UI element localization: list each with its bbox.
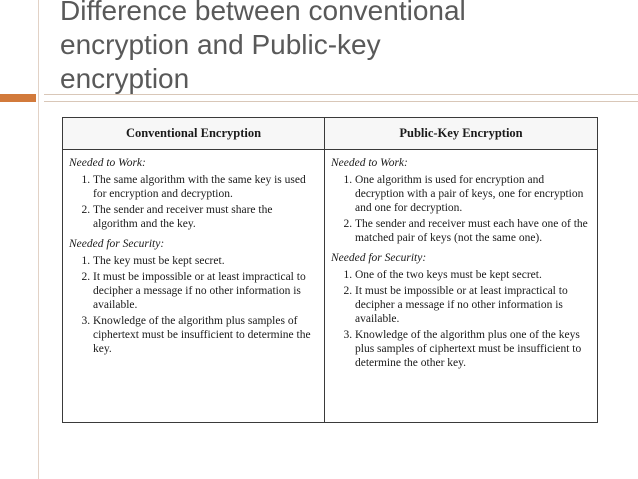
list-item: 2. The sender and receiver must share the algorithm and the key. [93,203,318,231]
public-key-security-list [325,268,597,370]
slide-title-line-1: Difference between conventional [60,0,466,26]
list-item: 1. One of the two keys must be kept secret. [355,268,591,282]
conventional-work-list [63,173,324,231]
title-accent-bar [0,94,36,102]
public-key-work-label: Needed to Work: [331,157,408,169]
slide-title-line-2: encryption and Public-key [60,29,381,60]
list-item: 2. It must be impossible or at least impractical to decipher a message if no other information is available. [93,270,318,312]
conventional-security-label: Needed for Security: [69,238,165,250]
public-key-security-label: Needed for Security: [331,252,427,264]
list-item: 1. One algorithm is used for encryption and decryption with a pair of keys, one for encryption and one for decryption. [355,173,591,215]
public-key-work-list [325,173,597,245]
list-item: 3. Knowledge of the algorithm plus samples of ciphertext must be insufficient to determine the key. [93,314,318,356]
conventional-heading: Conventional Encryption [63,118,324,150]
decorative-vertical-line [38,0,39,479]
list-item: 3. Knowledge of the algorithm plus one of the keys plus samples of ciphertext must be insufficient to determine the other key. [355,328,591,370]
public-key-column [325,118,597,422]
title-underline-rule [44,94,638,102]
public-key-heading: Public-Key Encryption [325,118,597,150]
list-item: 1. The same algorithm with the same key is used for encryption and decryption. [93,173,318,201]
conventional-column [63,118,325,422]
conventional-security-list [63,254,324,356]
list-item: 1. The key must be kept secret. [93,254,318,268]
slide-title [60,0,620,96]
conventional-work-label: Needed to Work: [69,157,146,169]
slide-title-line-3: encryption [60,63,190,94]
list-item: 2. The sender and receiver must each have one of the matched pair of keys (not the same one). [355,217,591,245]
list-item: 2. It must be impossible or at least impractical to decipher a message if no other information is available. [355,284,591,326]
comparison-table [62,117,598,423]
